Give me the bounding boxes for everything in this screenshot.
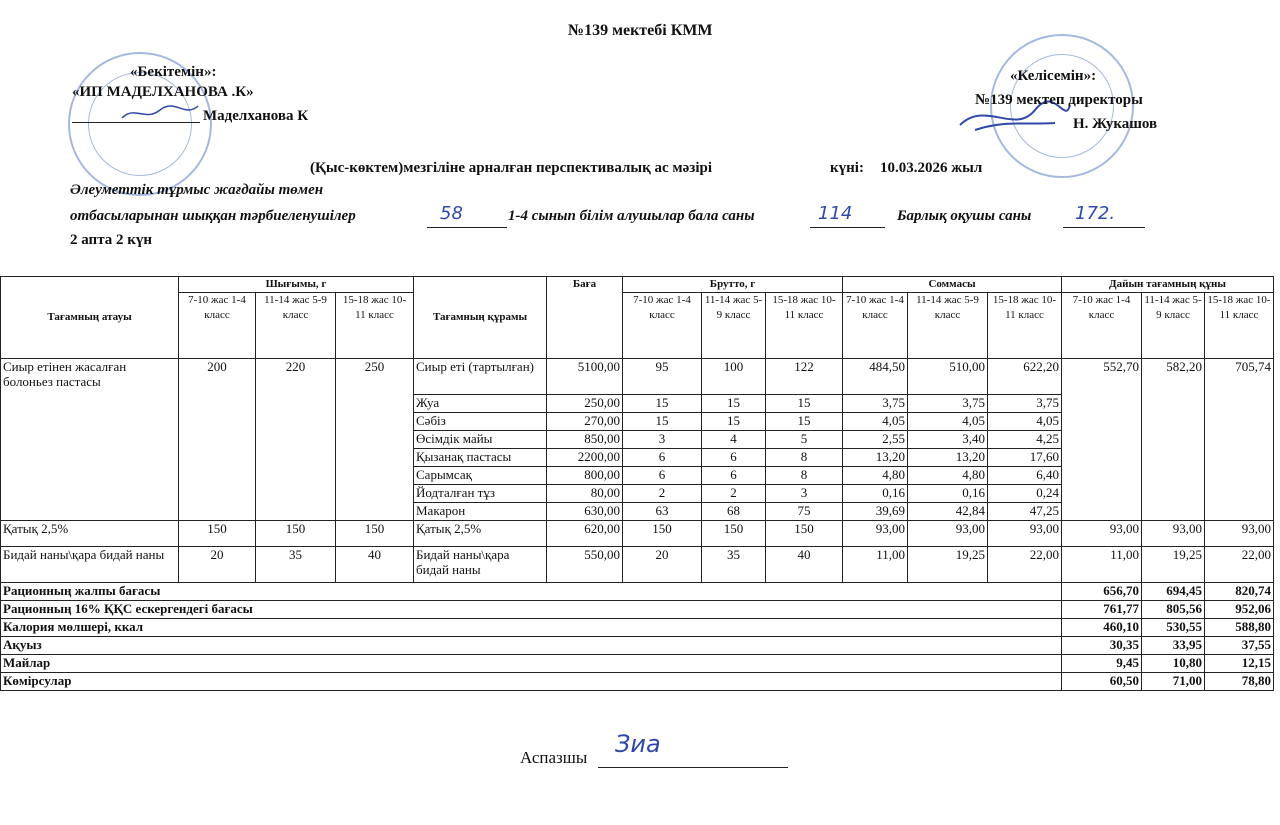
yield-b: 35 xyxy=(256,547,336,583)
ingredient: Сарымсақ xyxy=(414,467,547,485)
summary-c: 78,80 xyxy=(1205,673,1274,691)
sum-a: 11,00 xyxy=(843,547,908,583)
summary-b: 71,00 xyxy=(1142,673,1205,691)
summary-b: 33,95 xyxy=(1142,637,1205,655)
ingredient: Қатық 2,5% xyxy=(414,521,547,547)
ready-sub-a: 7-10 жас 1-4 класс xyxy=(1062,293,1142,359)
summary-label: Майлар xyxy=(1,655,1062,673)
summary-row xyxy=(1,655,1274,673)
brutto-c: 75 xyxy=(766,503,843,521)
total-label: Барлық оқушы саны xyxy=(897,208,1032,224)
brutto-c: 8 xyxy=(766,467,843,485)
sum-b: 0,16 xyxy=(908,485,988,503)
sum-c: 4,25 xyxy=(988,431,1062,449)
summary-b: 805,56 xyxy=(1142,601,1205,619)
summary-label: Ақуыз xyxy=(1,637,1062,655)
col-price-header: Баға xyxy=(547,277,623,359)
yield-b: 220 xyxy=(256,359,336,521)
yield-sub-c: 15-18 жас 10-11 класс xyxy=(336,293,414,359)
sum-b: 13,20 xyxy=(908,449,988,467)
brutto-c: 40 xyxy=(766,547,843,583)
ready-sub-c: 15-18 жас 10-11 класс xyxy=(1205,293,1274,359)
sum-b: 3,40 xyxy=(908,431,988,449)
brutto-a: 6 xyxy=(623,467,702,485)
summary-a: 656,70 xyxy=(1062,583,1142,601)
brutto-a: 20 xyxy=(623,547,702,583)
ready-sub-b: 11-14 жас 5-9 класс xyxy=(1142,293,1205,359)
table-row xyxy=(1,521,1274,547)
ready-c: 705,74 xyxy=(1205,359,1274,521)
price: 2200,00 xyxy=(547,449,623,467)
sum-c: 4,05 xyxy=(988,413,1062,431)
ingredient: Бидай наны\қара бидай наны xyxy=(414,547,547,583)
summary-b: 694,45 xyxy=(1142,583,1205,601)
price: 80,00 xyxy=(547,485,623,503)
brutto-c: 8 xyxy=(766,449,843,467)
ready-b: 19,25 xyxy=(1142,547,1205,583)
brutto-a: 95 xyxy=(623,359,702,395)
brutto-b: 2 xyxy=(702,485,766,503)
yield-a: 150 xyxy=(179,521,256,547)
col-name-header: Тағамның атауы xyxy=(1,277,179,359)
col-composition-header: Тағамның құрамы xyxy=(414,277,547,359)
ready-b: 582,20 xyxy=(1142,359,1205,521)
date-label: күні: xyxy=(830,160,864,176)
table-row xyxy=(1,547,1274,583)
ready-b: 93,00 xyxy=(1142,521,1205,547)
brutto-a: 2 xyxy=(623,485,702,503)
summary-row xyxy=(1,673,1274,691)
date-value: 10.03.2026 жыл xyxy=(880,160,983,176)
summary-c: 588,80 xyxy=(1205,619,1274,637)
summary-a: 460,10 xyxy=(1062,619,1142,637)
dish-name: Бидай наны\қара бидай наны xyxy=(1,547,179,583)
dish-name: Қатық 2,5% xyxy=(1,521,179,547)
total-count: 172. xyxy=(1075,203,1116,224)
brutto-b: 15 xyxy=(702,413,766,431)
brutto-a: 15 xyxy=(623,395,702,413)
sum-c: 6,40 xyxy=(988,467,1062,485)
cook-signature: Зиа xyxy=(615,730,661,758)
brutto-c: 5 xyxy=(766,431,843,449)
sum-c: 22,00 xyxy=(988,547,1062,583)
cook-label: Аспазшы xyxy=(520,748,588,767)
grade-label: 1-4 сынып білім алушылар бала саны xyxy=(508,208,755,224)
yield-c: 250 xyxy=(336,359,414,521)
brutto-b: 35 xyxy=(702,547,766,583)
brutto-b: 4 xyxy=(702,431,766,449)
ready-a: 552,70 xyxy=(1062,359,1142,521)
ready-a: 11,00 xyxy=(1062,547,1142,583)
col-sum-header: Соммасы xyxy=(843,277,1062,293)
sum-sub-a: 7-10 жас 1-4 класс xyxy=(843,293,908,359)
brutto-b: 6 xyxy=(702,449,766,467)
price: 630,00 xyxy=(547,503,623,521)
ingredient: Өсімдік майы xyxy=(414,431,547,449)
summary-row xyxy=(1,637,1274,655)
menu-title: (Қыс-көктем)мезгіліне арналған перспективалық ас мәзірі xyxy=(310,160,713,176)
summary-row xyxy=(1,583,1274,601)
sum-c: 93,00 xyxy=(988,521,1062,547)
sum-c: 47,25 xyxy=(988,503,1062,521)
col-yield-header: Шығымы, г xyxy=(179,277,414,293)
sum-b: 42,84 xyxy=(908,503,988,521)
brutto-b: 100 xyxy=(702,359,766,395)
brutto-sub-c: 15-18 жас 10-11 класс xyxy=(766,293,843,359)
summary-a: 60,50 xyxy=(1062,673,1142,691)
approve-label: «Бекітемін»: xyxy=(130,64,217,80)
brutto-a: 63 xyxy=(623,503,702,521)
sum-a: 93,00 xyxy=(843,521,908,547)
brutto-b: 15 xyxy=(702,395,766,413)
summary-label: Калория мөлшері, ккал xyxy=(1,619,1062,637)
ingredient: Йодталған тұз xyxy=(414,485,547,503)
approve-name: Маделханова К xyxy=(203,108,309,124)
table-row xyxy=(1,359,1274,395)
price: 550,00 xyxy=(547,547,623,583)
price: 270,00 xyxy=(547,413,623,431)
social-count: 58 xyxy=(440,203,463,224)
price: 800,00 xyxy=(547,467,623,485)
sum-b: 3,75 xyxy=(908,395,988,413)
sum-a: 4,05 xyxy=(843,413,908,431)
yield-a: 20 xyxy=(179,547,256,583)
brutto-a: 6 xyxy=(623,449,702,467)
ingredient: Сиыр еті (тартылған) xyxy=(414,359,547,395)
brutto-sub-b: 11-14 жас 5-9 класс xyxy=(702,293,766,359)
approve-org: «ИП МАДЕЛХАНОВА .К» xyxy=(72,84,254,100)
summary-c: 820,74 xyxy=(1205,583,1274,601)
social-line-1: Әлеуметтік тұрмыс жағдайы төмен xyxy=(70,182,324,198)
summary-a: 30,35 xyxy=(1062,637,1142,655)
summary-a: 9,45 xyxy=(1062,655,1142,673)
sum-c: 17,60 xyxy=(988,449,1062,467)
menu-table xyxy=(0,276,1274,691)
sum-a: 484,50 xyxy=(843,359,908,395)
sum-c: 622,20 xyxy=(988,359,1062,395)
yield-b: 150 xyxy=(256,521,336,547)
ready-c: 93,00 xyxy=(1205,521,1274,547)
brutto-c: 122 xyxy=(766,359,843,395)
ingredient: Сәбіз xyxy=(414,413,547,431)
brutto-b: 68 xyxy=(702,503,766,521)
summary-label: Рационның жалпы бағасы xyxy=(1,583,1062,601)
brutto-sub-a: 7-10 жас 1-4 класс xyxy=(623,293,702,359)
ingredient: Қызанақ пастасы xyxy=(414,449,547,467)
agree-name: Н. Жукашов xyxy=(1073,116,1158,132)
sum-b: 4,80 xyxy=(908,467,988,485)
ready-c: 22,00 xyxy=(1205,547,1274,583)
sum-b: 93,00 xyxy=(908,521,988,547)
agree-org: №139 мектеп директоры xyxy=(975,92,1143,108)
brutto-a: 150 xyxy=(623,521,702,547)
col-ready-header: Дайын тағамның құны xyxy=(1062,277,1274,293)
brutto-a: 15 xyxy=(623,413,702,431)
sum-b: 4,05 xyxy=(908,413,988,431)
yield-c: 40 xyxy=(336,547,414,583)
sum-a: 3,75 xyxy=(843,395,908,413)
summary-b: 10,80 xyxy=(1142,655,1205,673)
brutto-c: 15 xyxy=(766,395,843,413)
agree-label: «Келісемін»: xyxy=(1010,68,1097,84)
summary-c: 12,15 xyxy=(1205,655,1274,673)
school-title: №139 мектебі КММ xyxy=(568,22,713,39)
week-day: 2 апта 2 күн xyxy=(70,232,153,248)
ingredient: Жуа xyxy=(414,395,547,413)
summary-c: 952,06 xyxy=(1205,601,1274,619)
brutto-a: 3 xyxy=(623,431,702,449)
sum-b: 19,25 xyxy=(908,547,988,583)
summary-label: Көмірсулар xyxy=(1,673,1062,691)
yield-sub-b: 11-14 жас 5-9 класс xyxy=(256,293,336,359)
sum-sub-c: 15-18 жас 10-11 класс xyxy=(988,293,1062,359)
summary-a: 761,77 xyxy=(1062,601,1142,619)
summary-b: 530,55 xyxy=(1142,619,1205,637)
price: 850,00 xyxy=(547,431,623,449)
social-line-2: отбасыларынан шыққан тәрбиеленушілер xyxy=(70,208,356,224)
summary-row xyxy=(1,601,1274,619)
brutto-c: 3 xyxy=(766,485,843,503)
ready-a: 93,00 xyxy=(1062,521,1142,547)
grade-count: 114 xyxy=(818,203,853,224)
price: 5100,00 xyxy=(547,359,623,395)
sum-b: 510,00 xyxy=(908,359,988,395)
brutto-b: 150 xyxy=(702,521,766,547)
price: 250,00 xyxy=(547,395,623,413)
sum-sub-b: 11-14 жас 5-9 класс xyxy=(908,293,988,359)
yield-a: 200 xyxy=(179,359,256,521)
summary-label: Рационның 16% ҚҚС ескергендегі бағасы xyxy=(1,601,1062,619)
sum-a: 2,55 xyxy=(843,431,908,449)
sum-a: 39,69 xyxy=(843,503,908,521)
dish-name: Сиыр етінен жасалған болоньез пастасы xyxy=(1,359,179,521)
ingredient: Макарон xyxy=(414,503,547,521)
sum-a: 0,16 xyxy=(843,485,908,503)
summary-c: 37,55 xyxy=(1205,637,1274,655)
brutto-b: 6 xyxy=(702,467,766,485)
summary-row xyxy=(1,619,1274,637)
yield-sub-a: 7-10 жас 1-4 класс xyxy=(179,293,256,359)
price: 620,00 xyxy=(547,521,623,547)
sum-a: 13,20 xyxy=(843,449,908,467)
brutto-c: 150 xyxy=(766,521,843,547)
col-brutto-header: Брутто, г xyxy=(623,277,843,293)
sum-c: 3,75 xyxy=(988,395,1062,413)
sum-c: 0,24 xyxy=(988,485,1062,503)
brutto-c: 15 xyxy=(766,413,843,431)
sum-a: 4,80 xyxy=(843,467,908,485)
yield-c: 150 xyxy=(336,521,414,547)
